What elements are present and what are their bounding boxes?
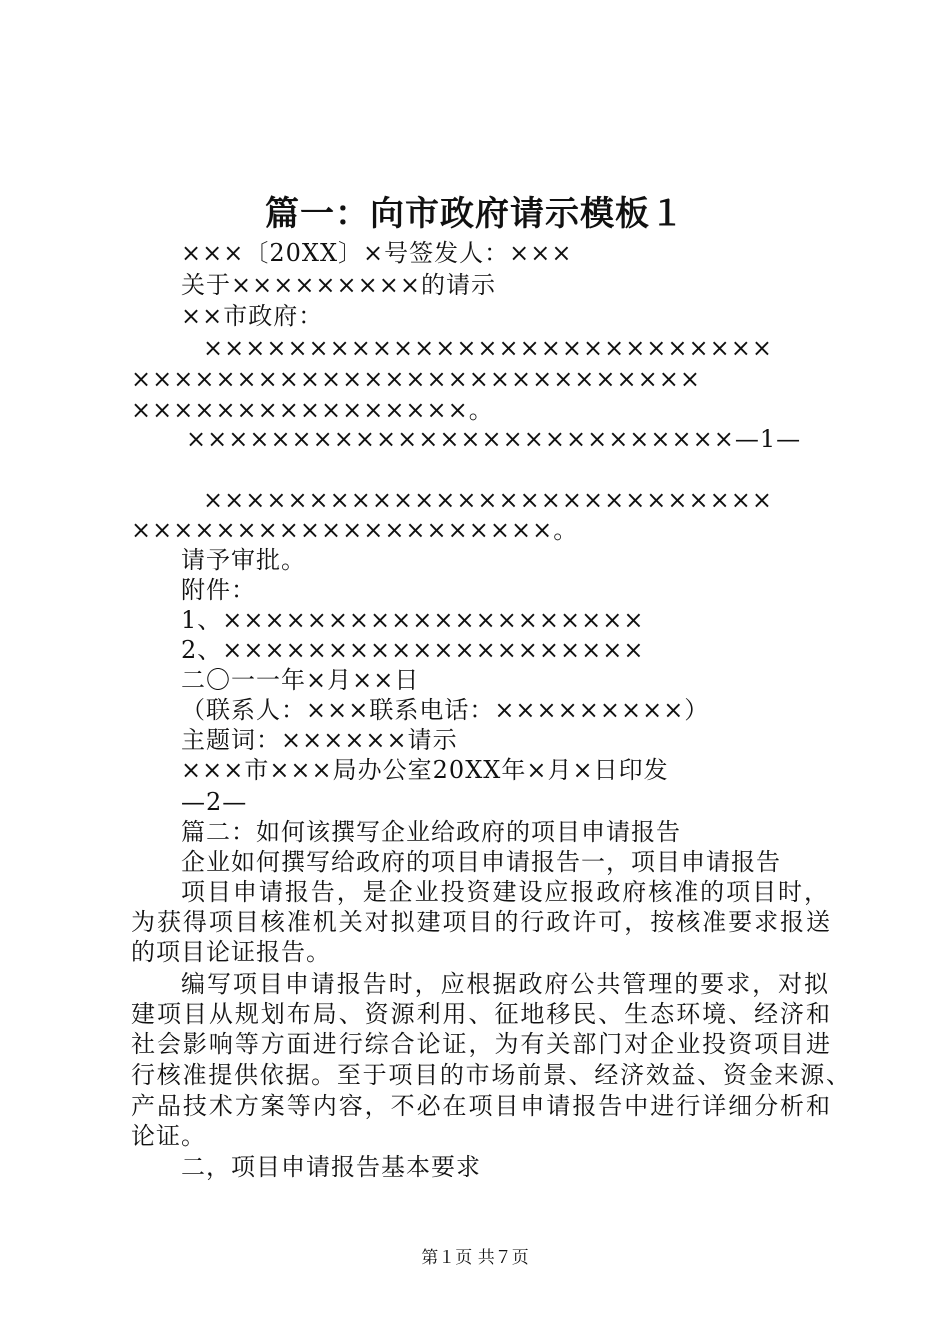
keywords-line: 主题词：××××××请示: [181, 726, 458, 754]
date-line: 二〇一一年×月××日: [181, 666, 420, 694]
attachment-item: 2、××××××××××××××××××××: [181, 636, 645, 664]
body-line: ×××××××××××××××××××××××××××: [131, 365, 701, 393]
body-line-page-mark: ××××××××××××××××××××××××××—1—: [186, 425, 802, 453]
contact-line: （联系人：×××联系电话：×××××××××）: [181, 696, 710, 724]
page-mark-line: —2—: [181, 788, 248, 816]
body-line: 建项目从规划布局、资源利用、征地移民、生态环境、经济和: [131, 1000, 831, 1028]
body-line: 项目申请报告，是企业投资建设应报政府核准的项目时，: [181, 878, 829, 906]
doc-number-line: ×××〔20XX〕×号签发人：×××: [181, 239, 573, 267]
addressee-line: ××市政府：: [181, 302, 324, 330]
body-line: ××××××××××××××××××××。: [131, 516, 579, 544]
approval-request-line: 请予审批。: [181, 546, 306, 574]
body-line: 编写项目申请报告时，应根据政府公共管理的要求，对拟: [181, 970, 829, 998]
body-line: ×××××××××××××××××××××××××××: [203, 486, 773, 514]
body-line: 企业如何撰写给政府的项目申请报告一，项目申请报告: [181, 848, 781, 876]
request-subject-line: 关于×××××××××的请示: [181, 271, 496, 299]
issuer-line: ×××市×××局办公室20XX年×月×日印发: [181, 756, 669, 784]
attachment-item: 1、××××××××××××××××××××: [181, 606, 645, 634]
document-title: 篇一：向市政府请示模板１: [265, 194, 685, 234]
body-line: 社会影响等方面进行综合论证，为有关部门对企业投资项目进: [131, 1030, 831, 1058]
body-line: 行核准提供依据。至于项目的市场前景、经济效益、资金来源、: [131, 1061, 851, 1089]
body-line: 论证。: [131, 1122, 206, 1150]
body-line: ×××××××××××××××××××××××××××: [203, 334, 773, 362]
section-heading: 篇二：如何该撰写企业给政府的项目申请报告: [181, 818, 681, 846]
attachment-heading: 附件：: [181, 576, 256, 604]
body-line: 产品技术方案等内容，不必在项目申请报告中进行详细分析和: [131, 1092, 831, 1120]
body-line: ××××××××××××××××。: [131, 396, 494, 424]
body-line: 的项目论证报告。: [131, 938, 331, 966]
section-heading: 二，项目申请报告基本要求: [181, 1153, 481, 1181]
page-footer: 第１页 共７页: [421, 1248, 529, 1268]
body-line: 为获得项目核准机关对拟建项目的行政许可，按核准要求报送: [131, 908, 831, 936]
